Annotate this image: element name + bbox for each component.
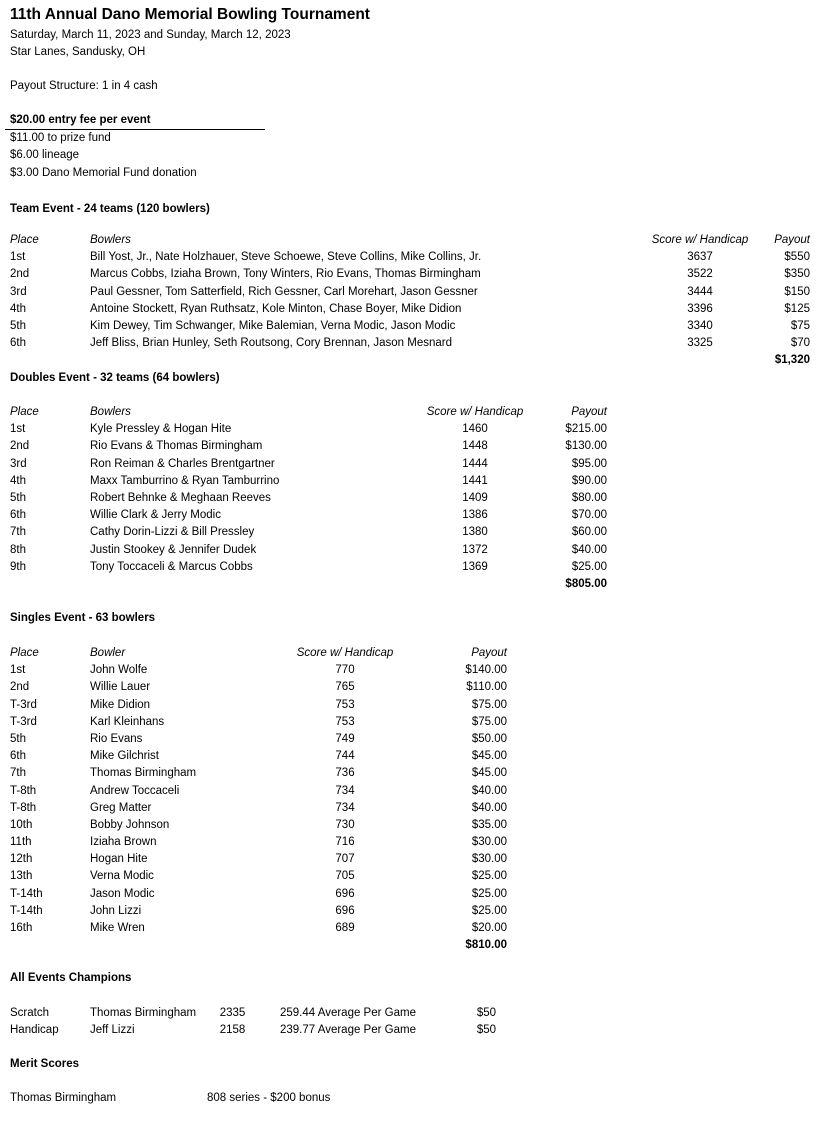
payout-cell: $50.00	[471, 732, 507, 745]
payout-cell: $20.00	[471, 922, 507, 934]
score-cell: 734	[335, 784, 355, 797]
payout-cell: $70	[790, 337, 810, 350]
place-cell: 2nd	[10, 681, 30, 694]
place-cell: 1st	[10, 664, 26, 677]
score-cell: 1441	[462, 474, 488, 487]
place-cell: T-3rd	[10, 715, 37, 728]
team-event-row	[10, 249, 822, 266]
detail-cell: 808 series - $200 bonus	[207, 1092, 331, 1104]
score-cell: 730	[335, 818, 355, 831]
doubles-event-row	[10, 507, 822, 524]
score-cell: 1409	[462, 491, 488, 504]
average-cell: 239.77 Average Per Game	[280, 1024, 416, 1037]
doubles-event-row	[10, 438, 822, 455]
payout-cell: $25.00	[471, 870, 507, 883]
payout-cell: $60.00	[571, 526, 607, 539]
place-cell: 5th	[10, 319, 26, 332]
team-event-row	[10, 335, 822, 352]
bowlers-cell: Cathy Dorin-Lizzi & Bill Pressley	[90, 526, 255, 539]
all-events-row	[10, 1022, 822, 1039]
place-cell: 8th	[10, 543, 26, 556]
score-column-header: Score w/ Handicap	[296, 647, 394, 659]
bowlers-cell: Robert Behnke & Meghaan Reeves	[90, 491, 271, 504]
payout-cell: $40.00	[471, 784, 507, 797]
payout-cell: $215.00	[565, 423, 607, 436]
score-cell: 749	[335, 732, 355, 745]
place-cell: T-14th	[10, 904, 43, 917]
singles-event-row	[10, 679, 822, 696]
singles-event-row	[10, 731, 822, 748]
team-event-table	[10, 232, 822, 370]
payout-cell: $95.00	[571, 457, 607, 470]
payout-cell: $350	[784, 268, 810, 281]
score-cell: 765	[335, 681, 355, 694]
bowlers-cell: Kyle Pressley & Hogan Hite	[90, 423, 232, 436]
place-cell: T-14th	[10, 887, 43, 900]
place-cell: 5th	[10, 732, 26, 745]
doubles-event-row	[10, 456, 822, 473]
payout-cell: $45.00	[471, 767, 507, 780]
score-cell: 1386	[462, 509, 488, 522]
doubles-event-row	[10, 559, 822, 576]
place-cell: 6th	[10, 509, 26, 522]
bowlers-column-header: Bowlers	[90, 234, 131, 246]
payout-cell: $80.00	[571, 491, 607, 504]
bowler-cell: John Lizzi	[90, 904, 142, 917]
bowler-cell: Thomas Birmingham	[90, 767, 197, 780]
singles-event-header-row	[10, 645, 822, 662]
singles-event-row	[10, 714, 822, 731]
bowler-cell: Bobby Johnson	[90, 818, 170, 831]
payout-cell: $110.00	[466, 681, 507, 694]
bowler-cell: Mike Wren	[90, 922, 145, 934]
payout-cell: $35.00	[471, 818, 507, 831]
payout-cell: $90.00	[571, 474, 607, 487]
all-events-row	[10, 1005, 822, 1022]
team-event-row	[10, 266, 822, 283]
bowler-column-header: Bowler	[90, 647, 126, 659]
bowler-cell: Thomas Birmingham	[90, 1007, 197, 1019]
score-cell: 753	[335, 715, 355, 728]
place-cell: 6th	[10, 337, 26, 350]
bowlers-cell: Antoine Stockett, Ryan Ruthsatz, Kole Minton, Chase Boyer, Mike Didion	[90, 302, 462, 315]
singles-event-row	[10, 817, 822, 834]
payout-cell: $550	[784, 251, 810, 264]
bowler-cell: Thomas Birmingham	[10, 1092, 117, 1104]
place-column-header: Place	[10, 234, 39, 246]
bowler-cell: John Wolfe	[90, 664, 148, 677]
entry-fee-item: $3.00 Dano Memorial Fund donation	[10, 167, 197, 179]
doubles-event-table	[10, 404, 822, 593]
place-cell: 7th	[10, 767, 26, 780]
score-cell: 707	[335, 853, 355, 866]
merit-scores-heading: Merit Scores	[10, 1058, 80, 1070]
singles-event-row	[10, 851, 822, 868]
place-cell: 7th	[10, 526, 26, 539]
event-dates: Saturday, March 11, 2023 and Sunday, March 12, 2023	[10, 29, 291, 41]
bowler-cell: Andrew Toccaceli	[90, 784, 180, 797]
doubles-event-row	[10, 421, 822, 438]
payout-cell: $75.00	[471, 715, 507, 728]
all-events-table	[10, 1005, 822, 1039]
merit-score-row	[10, 1090, 822, 1107]
place-cell: 1st	[10, 423, 26, 436]
team-event-row	[10, 284, 822, 301]
place-cell: 9th	[10, 560, 26, 573]
all-events-heading: All Events Champions	[10, 972, 132, 984]
bowlers-cell: Kim Dewey, Tim Schwanger, Mike Balemian, Verna Modic, Jason Modic	[90, 319, 456, 332]
place-cell: 11th	[10, 836, 32, 849]
bowler-cell: Jason Modic	[90, 887, 155, 900]
score-cell: 3325	[687, 337, 713, 350]
singles-event-total-row	[10, 937, 822, 954]
score-cell: 696	[335, 904, 355, 917]
entry-fee-item: $6.00 lineage	[10, 149, 80, 161]
place-column-header: Place	[10, 406, 39, 418]
entry-fee-heading: $20.00 entry fee per event	[10, 114, 151, 126]
entry-fee-item: $11.00 to prize fund	[10, 132, 111, 144]
event-location: Star Lanes, Sandusky, OH	[10, 46, 146, 58]
doubles-event-header-row	[10, 404, 822, 421]
bowler-cell: Greg Matter	[90, 801, 152, 814]
score-cell: 3522	[687, 268, 713, 281]
bowler-cell: Hogan Hite	[90, 853, 148, 866]
category-cell: Handicap	[10, 1024, 59, 1037]
payout-column-header: Payout	[471, 647, 507, 659]
score-column-header: Score w/ Handicap	[426, 406, 524, 418]
place-cell: 13th	[10, 870, 33, 883]
payout-column-header: Payout	[571, 406, 607, 418]
payout-cell: $40.00	[571, 543, 607, 556]
bowler-cell: Karl Kleinhans	[90, 715, 165, 728]
score-cell: 736	[335, 767, 355, 780]
doubles-event-row	[10, 524, 822, 541]
singles-event-row	[10, 662, 822, 679]
doubles-event-row	[10, 542, 822, 559]
bowlers-cell: Marcus Cobbs, Iziaha Brown, Tony Winters, Rio Evans, Thomas Birmingham	[90, 268, 481, 281]
payout-cell: $150	[784, 285, 810, 298]
place-cell: T-8th	[10, 801, 37, 814]
score-cell: 696	[335, 887, 355, 900]
score-cell: 705	[335, 870, 355, 883]
doubles-event-total: $805.00	[565, 577, 607, 590]
bowler-cell: Willie Lauer	[90, 681, 151, 694]
score-cell: 1448	[462, 440, 488, 453]
doubles-event-total-row	[10, 576, 822, 593]
singles-event-heading: Singles Event - 63 bowlers	[10, 612, 156, 624]
doubles-event-row	[10, 490, 822, 507]
score-cell: 753	[335, 698, 355, 711]
doubles-event-heading: Doubles Event - 32 teams (64 bowlers)	[10, 372, 220, 384]
score-cell: 1444	[462, 457, 488, 470]
singles-event-row	[10, 783, 822, 800]
payout-cell: $130.00	[565, 440, 607, 453]
singles-event-row	[10, 800, 822, 817]
payout-structure: Payout Structure: 1 in 4 cash	[10, 80, 158, 92]
score-cell: 689	[335, 922, 355, 934]
place-cell: 16th	[10, 922, 33, 934]
singles-event-row	[10, 765, 822, 782]
place-cell: 12th	[10, 853, 33, 866]
team-event-row	[10, 301, 822, 318]
bowlers-cell: Bill Yost, Jr., Nate Holzhauer, Steve Schoewe, Steve Collins, Mike Collins, Jr.	[90, 251, 482, 264]
singles-event-row	[10, 697, 822, 714]
singles-event-row	[10, 834, 822, 851]
score-cell: 1372	[462, 543, 488, 556]
place-cell: 10th	[10, 818, 33, 831]
singles-event-row	[10, 868, 822, 885]
score-cell: 2158	[219, 1024, 246, 1037]
place-cell: 4th	[10, 302, 26, 315]
singles-event-row	[10, 920, 822, 937]
bowlers-cell: Maxx Tamburrino & Ryan Tamburrino	[90, 474, 280, 487]
payout-cell: $45.00	[471, 750, 507, 763]
payout-cell: $75	[790, 319, 810, 332]
payout-cell: $75.00	[471, 698, 507, 711]
payout-cell: $50	[476, 1024, 496, 1037]
bowlers-cell: Paul Gessner, Tom Satterfield, Rich Gessner, Carl Morehart, Jason Gessner	[90, 285, 478, 298]
bowler-cell: Verna Modic	[90, 870, 154, 883]
team-event-total-row	[10, 352, 822, 369]
page-title: 11th Annual Dano Memorial Bowling Tournament	[10, 6, 370, 23]
bowlers-cell: Jeff Bliss, Brian Hunley, Seth Routsong, Cory Brennan, Jason Mesnard	[90, 337, 453, 350]
bowlers-cell: Tony Toccaceli & Marcus Cobbs	[90, 560, 253, 573]
score-cell: 744	[335, 750, 355, 763]
place-cell: 5th	[10, 491, 26, 504]
score-cell: 1380	[462, 526, 488, 539]
bowler-cell: Iziaha Brown	[90, 836, 157, 849]
score-cell: 770	[335, 664, 355, 677]
bowler-cell: Rio Evans	[90, 732, 143, 745]
team-event-row	[10, 318, 822, 335]
bowlers-cell: Ron Reiman & Charles Brentgartner	[90, 457, 275, 470]
category-cell: Scratch	[10, 1007, 49, 1019]
score-cell: 1369	[462, 560, 488, 573]
place-cell: 3rd	[10, 457, 27, 470]
bowler-cell: Mike Gilchrist	[90, 750, 160, 763]
payout-cell: $25.00	[471, 887, 507, 900]
score-cell: 716	[335, 836, 355, 849]
payout-column-header: Payout	[774, 234, 810, 246]
score-cell: 1460	[462, 423, 488, 436]
payout-cell: $25.00	[571, 560, 607, 573]
bowlers-cell: Justin Stookey & Jennifer Dudek	[90, 543, 257, 556]
payout-cell: $30.00	[471, 836, 507, 849]
bowlers-cell: Willie Clark & Jerry Modic	[90, 509, 221, 522]
team-event-heading: Team Event - 24 teams (120 bowlers)	[10, 203, 210, 215]
doubles-event-row	[10, 473, 822, 490]
payout-cell: $30.00	[471, 853, 507, 866]
place-cell: 1st	[10, 251, 26, 264]
payout-cell: $40.00	[471, 801, 507, 814]
merit-scores-table	[10, 1090, 822, 1107]
score-cell: 734	[335, 801, 355, 814]
place-cell: 2nd	[10, 268, 30, 281]
place-cell: 2nd	[10, 440, 30, 453]
singles-event-row	[10, 903, 822, 920]
score-cell: 3444	[687, 285, 713, 298]
singles-event-row	[10, 748, 822, 765]
bowlers-cell: Rio Evans & Thomas Birmingham	[90, 440, 263, 453]
singles-event-row	[10, 886, 822, 903]
place-cell: T-8th	[10, 784, 37, 797]
singles-event-total: $810.00	[465, 939, 507, 952]
average-cell: 259.44 Average Per Game	[280, 1007, 416, 1019]
bowlers-column-header: Bowlers	[90, 406, 131, 418]
place-cell: 3rd	[10, 285, 27, 298]
payout-cell: $140.00	[465, 664, 507, 677]
score-cell: 2335	[219, 1007, 246, 1019]
place-cell: T-3rd	[10, 698, 37, 711]
score-cell: 3340	[687, 319, 713, 332]
place-column-header: Place	[10, 647, 39, 659]
payout-cell: $50	[476, 1007, 496, 1019]
score-cell: 3637	[687, 251, 713, 264]
singles-event-table	[10, 645, 822, 954]
place-cell: 4th	[10, 474, 26, 487]
score-cell: 3396	[687, 302, 713, 315]
payout-cell: $125	[784, 302, 810, 315]
place-cell: 6th	[10, 750, 26, 763]
team-event-total: $1,320	[774, 354, 810, 367]
payout-cell: $70.00	[571, 509, 607, 522]
bowler-cell: Mike Didion	[90, 698, 151, 711]
bowler-cell: Jeff Lizzi	[90, 1024, 135, 1037]
payout-cell: $25.00	[471, 904, 507, 917]
team-event-header-row	[10, 232, 822, 249]
score-column-header: Score w/ Handicap	[651, 234, 749, 246]
